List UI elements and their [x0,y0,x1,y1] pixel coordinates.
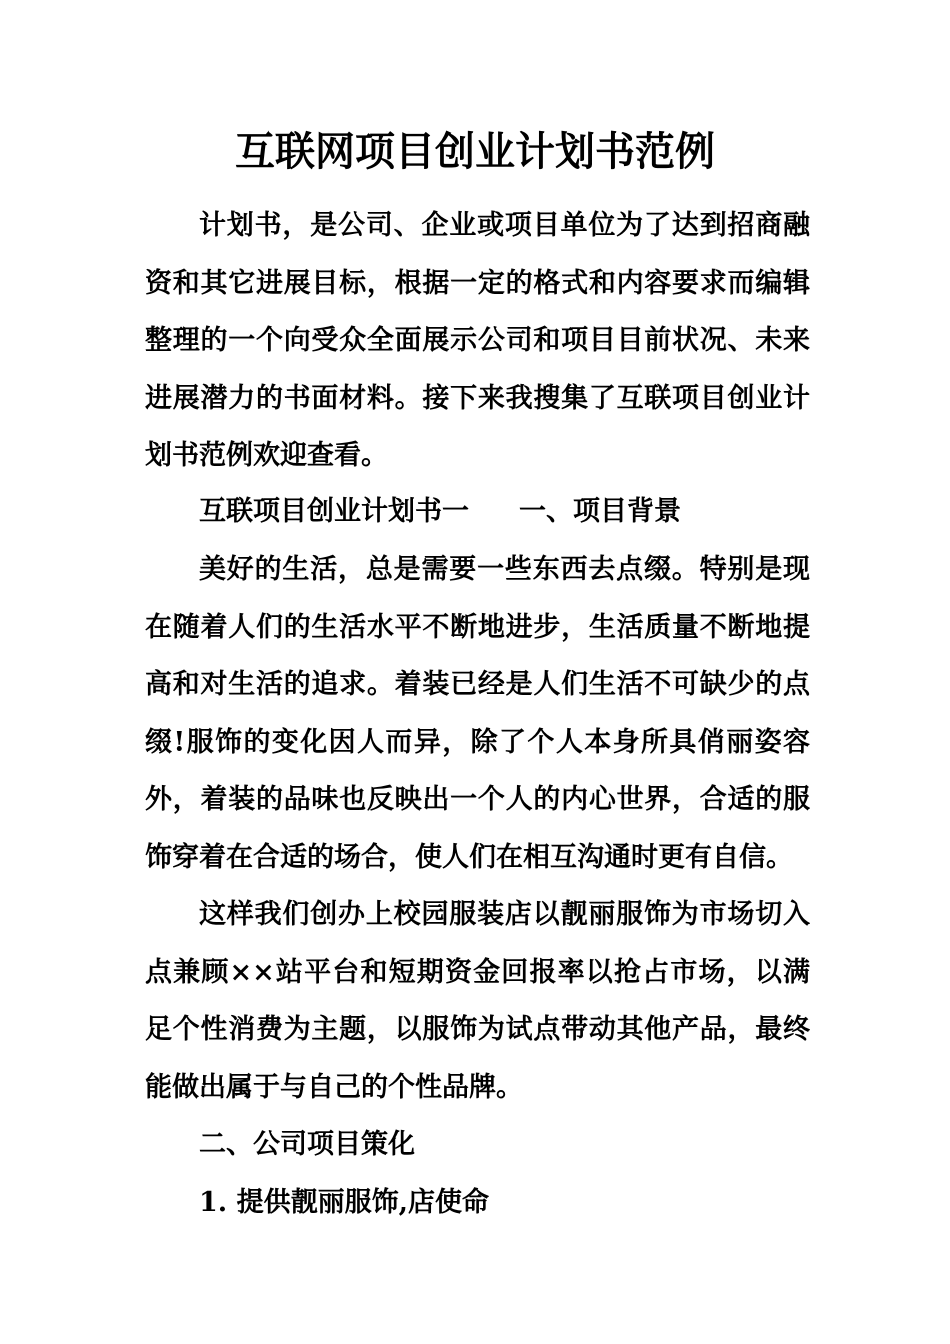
section1-line [199,483,681,541]
intro-paragraph: 计划书，是公司、企业或项目单位为了达到招商融资和其它进展目标，根据一定的格式和内容要求而编辑整理的一个向受众全面展示公司和项目目前状况、未来进展潜力的书面材料。接下来我搜集了互联项目创业计划书范例欢迎查看。 [145,210,810,472]
background-paragraph: 美好的生活，总是需要一些东西去点缀。特别是现在随着人们的生活水平不断地进步，生活质量不断地提高和对生活的追求。着装已经是人们生活不可缺少的点缀!服饰的变化因人而异，除了个人本身所具俏丽姿容外，着装的品味也反映出一个人的内心世界，合适的服饰穿着在合适的场合，使人们在相互沟通时更有自信。 [145,554,810,873]
store-paragraph: 这样我们创办上校园服装店以靓丽服饰为市场切入点兼顾××站平台和短期资金回报率以抢占市场，以满足个性消费为主题，以服饰为试点带动其他产品，最终能做出属于与自己的个性品牌。 [145,899,810,1103]
section1-label: 互联项目创业计划书一 [199,496,469,527]
section2-heading: 二、公司项目策化 [199,1129,415,1160]
list-item-1: 1. 提供靓丽服饰,店使命 [199,1187,489,1218]
document-title: 互联网项目创业计划书范例 [235,128,715,175]
section1-heading: 一、项目背景 [519,496,681,527]
